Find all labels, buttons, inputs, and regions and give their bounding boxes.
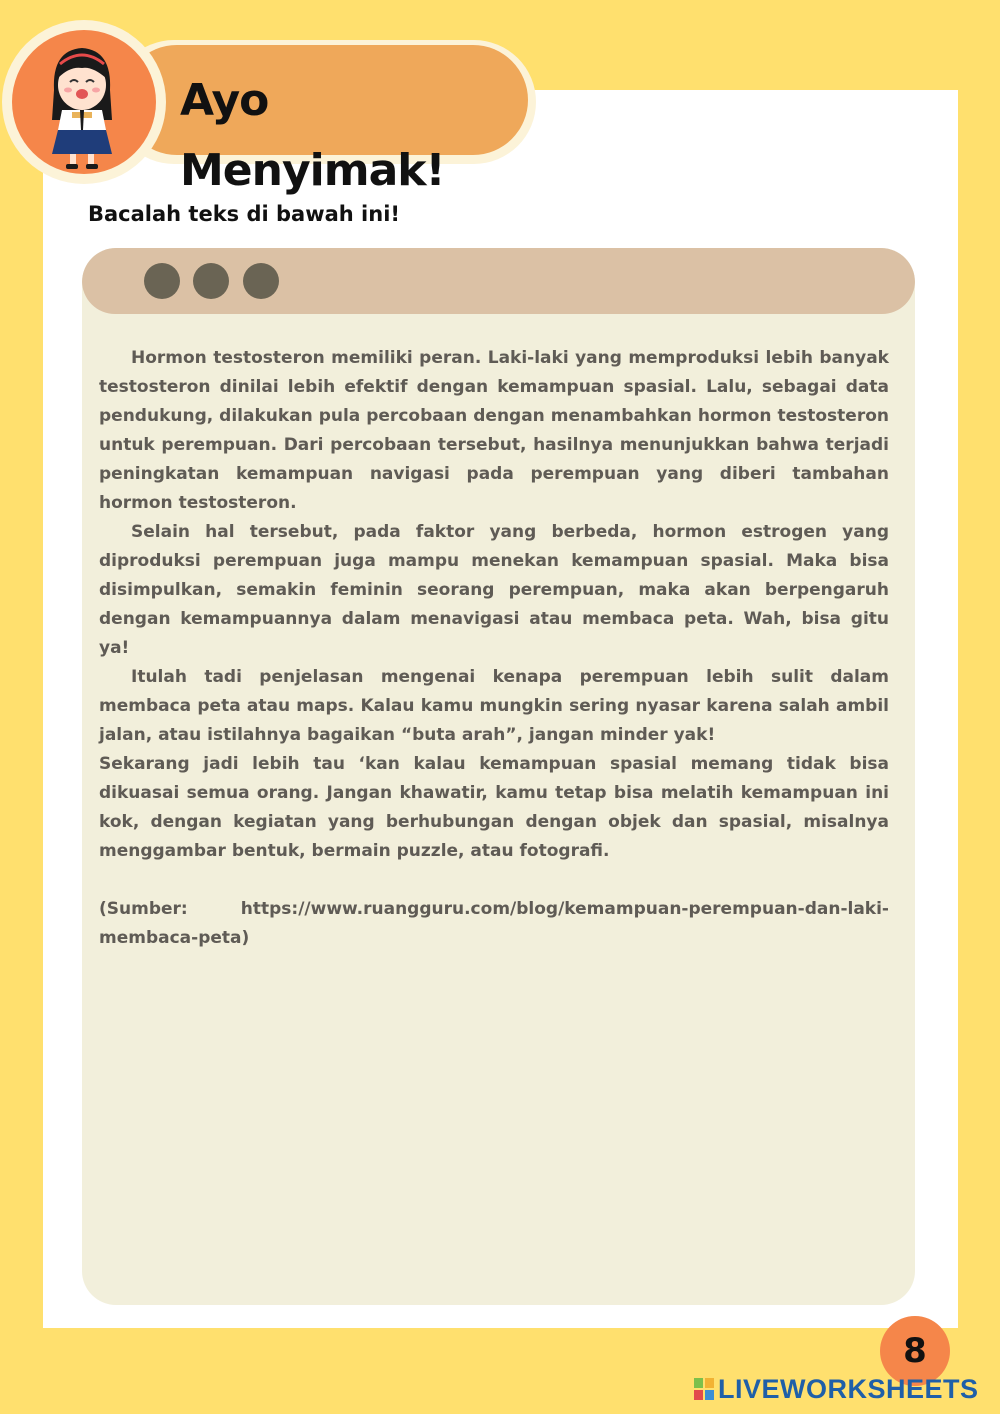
circle-dot-icon (243, 263, 279, 299)
instruction-text: Bacalah teks di bawah ini! (88, 202, 400, 226)
paragraph: Sekarang jadi lebih tau ‘kan kalau kemampuan spasial memang tidak bisa dikuasai semua orang. Jangan khawatir, kamu tetap bisa melatih kemampuan ini kok, dengan kegiatan yang berhubungan dengan objek dan spasial, misalnya menggambar bentuk, bermain puzzle, atau fotografi. (99, 754, 889, 861)
circle-dot-icon (144, 263, 180, 299)
source-citation: (Sumber: https://www.ruangguru.com/blog/kemampuan-perempuan-dan-laki-membaca-peta) (99, 899, 889, 948)
student-girl-icon (12, 30, 156, 174)
reading-text (99, 344, 889, 953)
circle-dot-icon (193, 263, 229, 299)
avatar (12, 30, 156, 174)
paragraph: Hormon testosteron memiliki peran. Laki-laki yang memproduksi lebih banyak testosteron dinilai lebih efektif dengan kemampuan spasial. Lalu, sebagai data pendukung, dilakukan pula percobaan dengan menambahkan hormon testosteron untuk perempuan. Dari percobaan tersebut, hasilnya menunjukkan bahwa terjadi peningkatan kemampuan navigasi pada perempuan yang diberi tambahan hormon testosteron. (99, 348, 889, 513)
paragraph: Itulah tadi penjelasan mengenai kenapa perempuan lebih sulit dalam membaca peta atau maps. Kalau kamu mungkin sering nyasar karena salah ambil jalan, atau istilahnya bagaikan “buta arah”, jangan minder yak! (99, 667, 889, 745)
card-title-bar (82, 248, 915, 314)
brand-name: LIVEWORKSHEETS (718, 1373, 979, 1404)
page-number-badge: 8 (880, 1316, 950, 1386)
page-title: Ayo Menyimak! (180, 75, 445, 196)
liveworksheets-logo-icon (694, 1378, 714, 1400)
brand-footer[interactable] (694, 1374, 979, 1404)
paragraph: Selain hal tersebut, pada faktor yang berbeda, hormon estrogen yang diproduksi perempuan juga mampu menekan kemampuan spasial. Maka bisa disimpulkan, semakin feminin seorang perempuan, maka akan berpengaruh dengan kemampuannya dalam menavigasi atau membaca peta. Wah, bisa gitu ya! (99, 522, 889, 658)
reading-card (82, 248, 915, 1305)
